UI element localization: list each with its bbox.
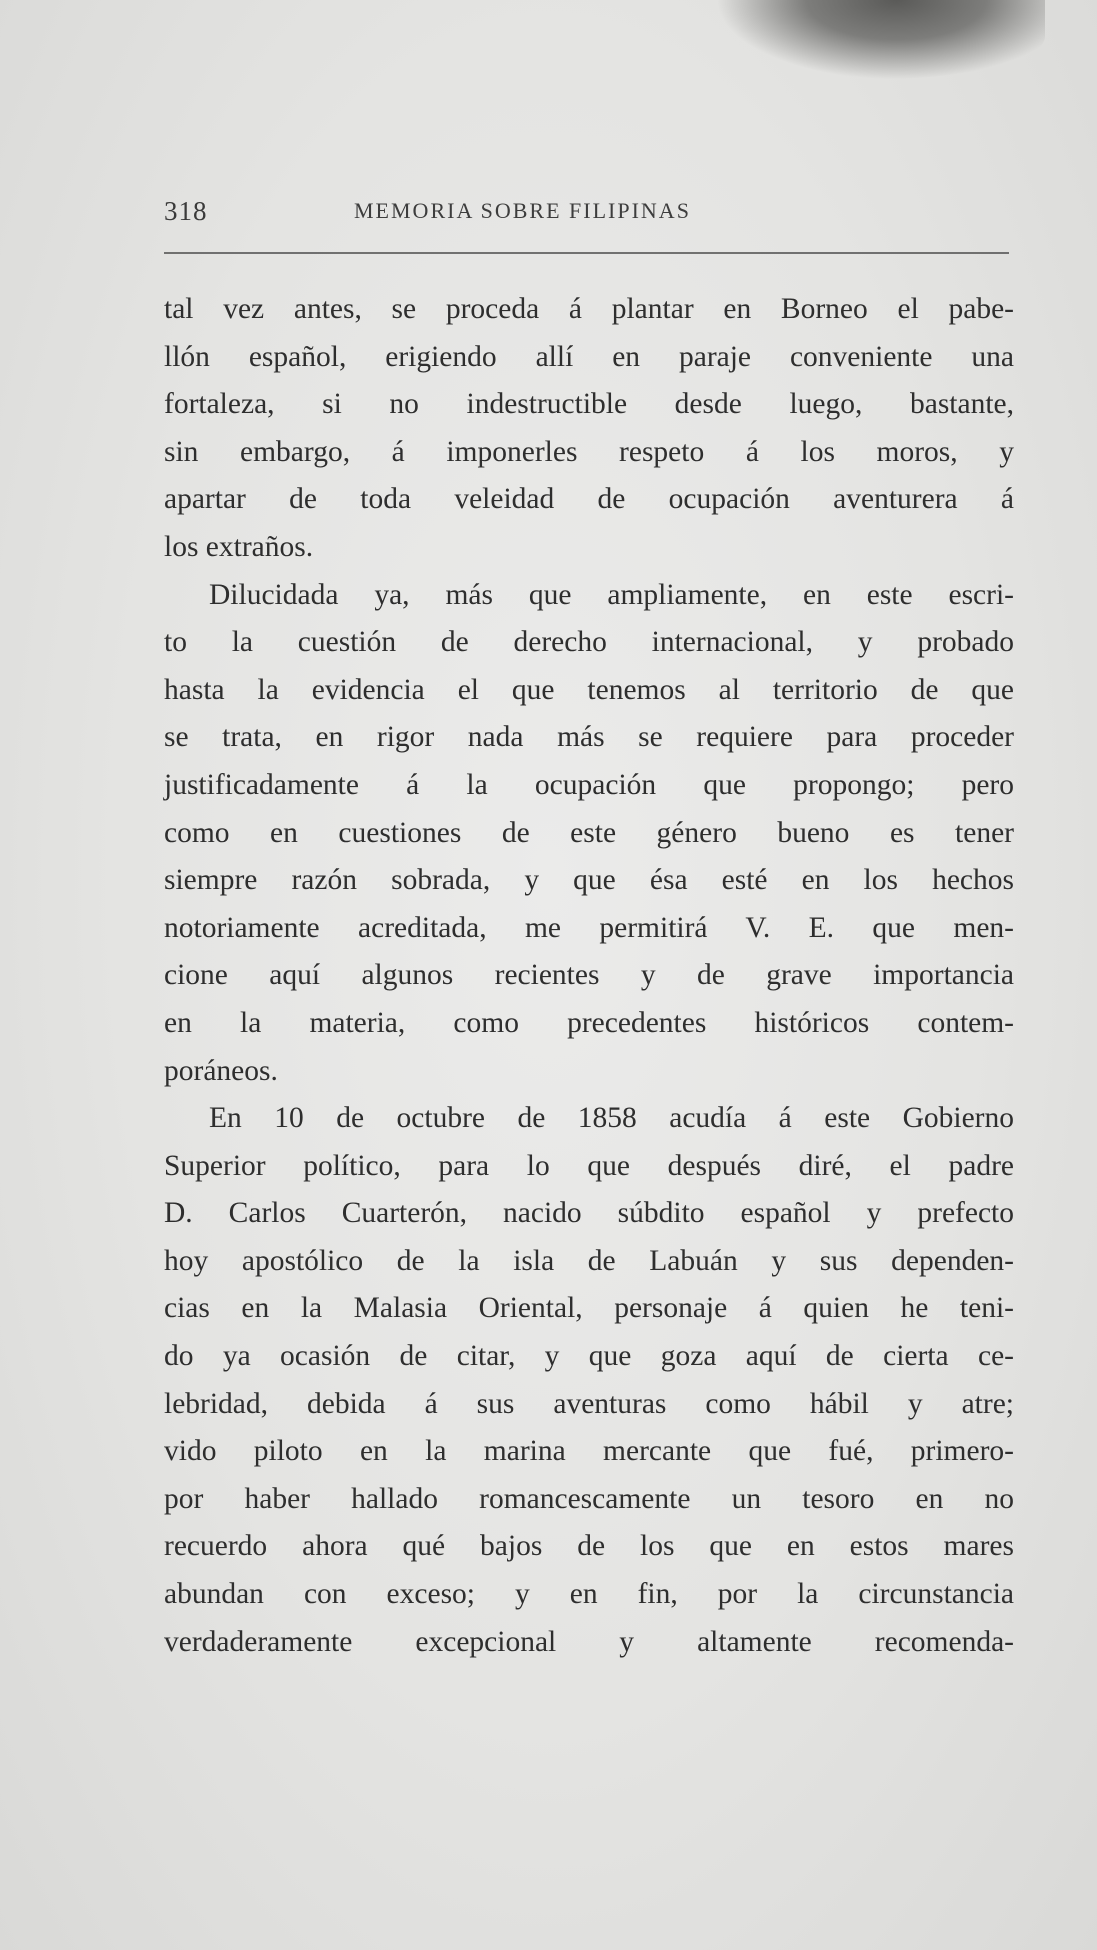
- text-line: se trata, en rigor nada más se requiere para proceder: [164, 721, 1014, 754]
- text-line: hoy apostólico de la isla de Labuán y sus dependen-: [164, 1244, 1014, 1277]
- text-line: Dilucidada ya, más que ampliamente, en este escri-: [209, 578, 1014, 611]
- text-line: como en cuestiones de este género bueno es tener: [164, 816, 1014, 849]
- text-line: tal vez antes, se proceda á plantar en Borneo el pabe-: [164, 293, 1014, 325]
- text-line: verdaderamente excepcional y altamente recomenda-: [164, 1625, 1014, 1658]
- text-line: vido piloto en la marina mercante que fué, primero-: [164, 1435, 1014, 1468]
- text-line: abundan con exceso; y en fin, por la circunstancia: [164, 1578, 1014, 1611]
- text-line: apartar de toda veleidad de ocupación aventurera á: [164, 483, 1014, 516]
- text-line: fortaleza, si no indestructible desde luego, bastante,: [164, 388, 1014, 421]
- text-line: hasta la evidencia el que tenemos al territorio de que: [164, 673, 1014, 706]
- text-line: los extraños.: [164, 530, 314, 563]
- text-line: to la cuestión de derecho internacional, y probado: [164, 626, 1014, 659]
- text-line: llón español, erigiendo allí en paraje conveniente una: [164, 340, 1014, 373]
- text-line: recuerdo ahora qué bajos de los que en estos mares: [164, 1530, 1014, 1563]
- page-header: [164, 184, 1009, 244]
- text-line: siempre razón sobrada, y que ésa esté en los hechos: [164, 864, 1014, 897]
- page-number: 318: [164, 196, 208, 226]
- text-line: cione aquí algunos recientes y de grave importancia: [164, 959, 1014, 992]
- running-head: MEMORIA SOBRE FILIPINAS: [354, 198, 691, 223]
- text-line: notoriamente acreditada, me permitirá V. E. que men-: [164, 911, 1014, 944]
- text-line: por haber hallado romancescamente un tesoro en no: [164, 1482, 1014, 1515]
- body-text: [164, 286, 1014, 1666]
- text-line: sin embargo, á imponerles respeto á los moros, y: [164, 435, 1014, 468]
- text-line: lebridad, debida á sus aventuras como hábil y atre;: [164, 1387, 1014, 1420]
- text-line: do ya ocasión de citar, y que goza aquí de cierta ce-: [164, 1340, 1014, 1373]
- text-line: En 10 de octubre de 1858 acudía á este Gobierno: [209, 1102, 1014, 1135]
- text-line: poráneos.: [164, 1054, 278, 1087]
- text-line: en la materia, como precedentes históricos contem-: [164, 1006, 1014, 1039]
- text-line: justificadamente á la ocupación que propongo; pero: [164, 768, 1014, 801]
- header-rule: [164, 252, 1009, 254]
- text-line: cias en la Malasia Oriental, personaje á quien he teni-: [164, 1292, 1014, 1325]
- text-line: Superior político, para lo que después diré, el padre: [164, 1149, 1014, 1182]
- page-smudge: [715, 0, 1045, 80]
- text-line: D. Carlos Cuarterón, nacido súbdito español y prefecto: [164, 1197, 1014, 1230]
